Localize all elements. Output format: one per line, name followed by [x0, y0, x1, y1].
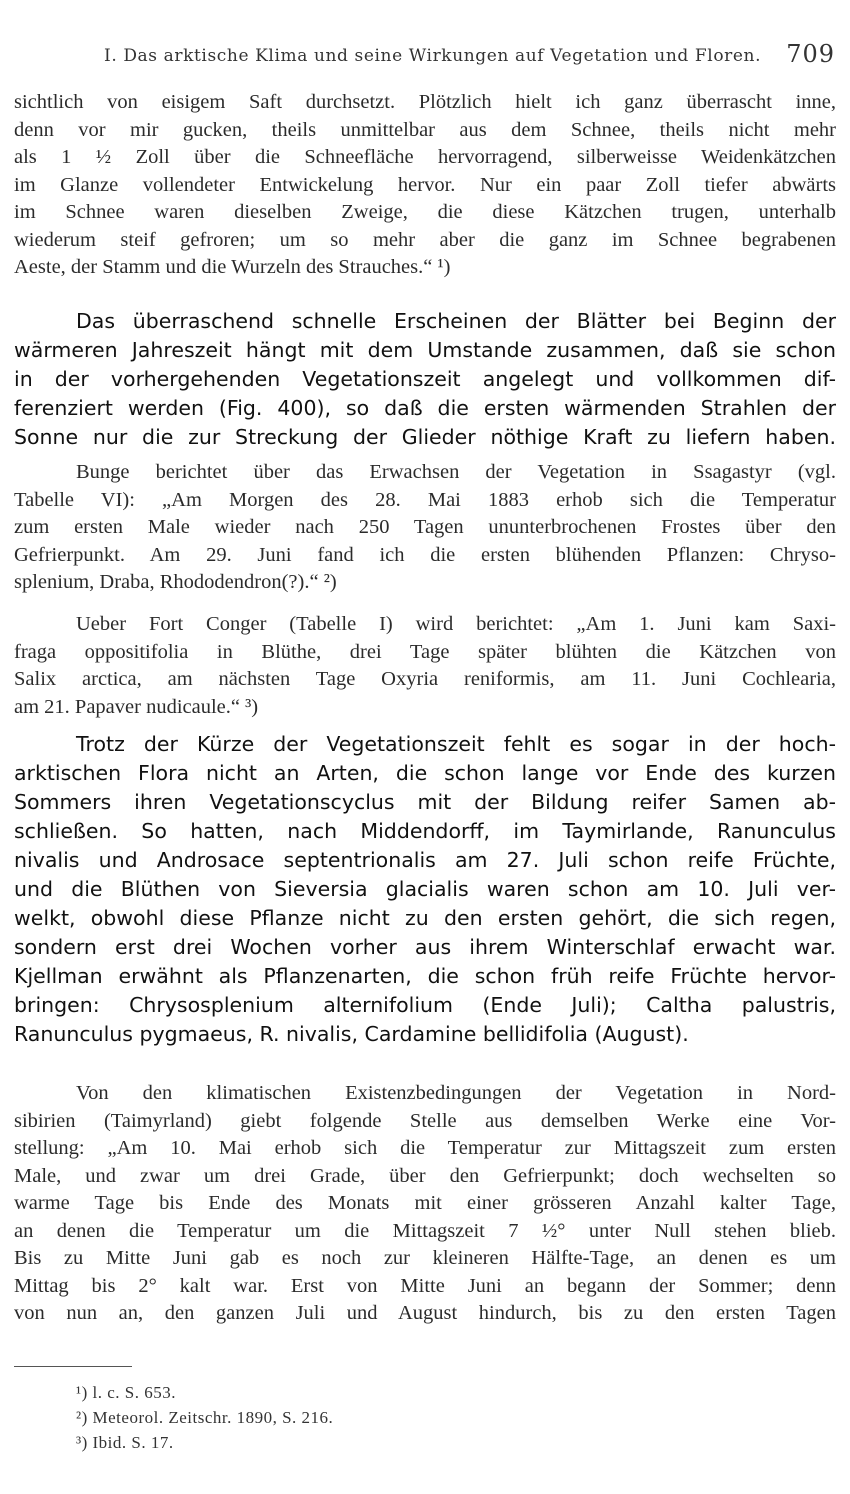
- text-line: Sonne nur die zur Streckung der Glieder nöthige Kraft zu liefern haben.: [14, 425, 836, 449]
- text-line: welkt, obwohl diese Pflanze nicht zu den ersten gehört, die sich regen,: [14, 906, 836, 930]
- text-line: sibirien (Taimyrland) giebt folgende Stelle aus demselben Werke eine Vor-: [14, 1109, 836, 1132]
- text-line: Salix arctica, am nächsten Tage Oxyria reniformis, am 11. Juni Cochlearia,: [14, 668, 836, 690]
- text-line: Bis zu Mitte Juni gab es noch zur kleineren Hälfte-Tage, an denen es um: [14, 1247, 836, 1269]
- paragraph-5: [14, 730, 836, 1049]
- paragraph-3: [14, 459, 836, 597]
- page-number: 709: [786, 40, 835, 68]
- text-line: denn vor mir gucken, theils unmittelbar aus dem Schnee, theils nicht mehr: [14, 118, 836, 141]
- running-title: I. Das arktische Klima und seine Wirkungen auf Vegetation und Floren.: [104, 46, 762, 66]
- footnote-2: ²) Meteorol. Zeitschr. 1890, S. 216.: [76, 1408, 334, 1427]
- running-header: [90, 40, 835, 74]
- text-line: Trotz der Kürze der Vegetationszeit fehlt es sogar in der hoch-: [76, 732, 836, 756]
- text-line: in der vorhergehenden Vegetationszeit angelegt und vollkommen dif-: [14, 367, 836, 391]
- text-line: Ranunculus pygmaeus, R. nivalis, Cardamine bellidifolia (August).: [14, 1022, 689, 1046]
- text-line: Von den klimatischen Existenzbedingungen der Vegetation in Nord-: [76, 1082, 836, 1104]
- text-line: als 1 ½ Zoll über die Schneefläche hervorragend, silberweisse Weidenkätzchen: [14, 146, 836, 168]
- text-line: wärmeren Jahreszeit hängt mit dem Umstande zusammen, daß sie schon: [14, 338, 836, 362]
- text-line: am 21. Papaver nudicaule.“ ³): [14, 695, 259, 718]
- text-line: fraga oppositifolia in Blüthe, drei Tage später blühten die Kätzchen von: [14, 640, 836, 663]
- text-line: im Schnee waren dieselben Zweige, die diese Kätzchen trugen, unterhalb: [14, 201, 836, 223]
- text-line: und die Blüthen von Sieversia glacialis waren schon am 10. Juli ver-: [14, 877, 836, 901]
- paragraph-6: [14, 1080, 836, 1328]
- text-line: splenium, Draba, Rhododendron(?).“ ²): [14, 571, 337, 593]
- text-line: an denen die Temperatur um die Mittagszeit 7 ½° unter Null stehen blieb.: [14, 1219, 836, 1242]
- text-line: Das überraschend schnelle Erscheinen der Blätter bei Beginn der: [76, 309, 836, 333]
- text-line: sondern erst drei Wochen vorher aus ihrem Winterschlaf erwacht war.: [14, 935, 836, 959]
- paragraph-4: [14, 611, 836, 721]
- text-line: Aeste, der Stamm und die Wurzeln des Strauches.“ ¹): [14, 256, 451, 278]
- text-line: zum ersten Male wieder nach 250 Tagen ununterbrochenen Frostes über den: [14, 516, 836, 538]
- text-line: stellung: „Am 10. Mai erhob sich die Temperatur zur Mittagszeit zum ersten: [14, 1137, 836, 1159]
- text-line: bringen: Chrysosplenium alternifolium (Ende Juli); Caltha palustris,: [14, 993, 836, 1017]
- text-line: Tabelle VI): „Am Morgen des 28. Mai 1883 erhob sich die Temperatur: [14, 488, 836, 511]
- footnote-3: ³) Ibid. S. 17.: [76, 1433, 174, 1452]
- text-line: Kjellman erwähnt als Pflanzenarten, die schon früh reife Früchte hervor-: [14, 964, 836, 988]
- text-line: von nun an, den ganzen Juli und August hindurch, bis zu den ersten Tagen: [14, 1302, 836, 1324]
- paragraph-1: [14, 89, 836, 282]
- text-line: schließen. So hatten, nach Middendorff, im Taymirlande, Ranunculus: [14, 819, 836, 843]
- text-line: sichtlich von eisigem Saft durchsetzt. Plötzlich hielt ich ganz überrascht inne,: [14, 91, 836, 113]
- text-line: Bunge berichtet über das Erwachsen der Vegetation in Ssagastyr (vgl.: [76, 461, 836, 483]
- text-line: warme Tage bis Ende des Monats mit einer grösseren Anzahl kalter Tage,: [14, 1192, 836, 1214]
- text-line: arktischen Flora nicht an Arten, die schon lange vor Ende des kurzen: [14, 761, 836, 785]
- text-line: Male, und zwar um drei Grade, über den Gefrierpunkt; doch wechselten so: [14, 1164, 836, 1187]
- text-line: wiederum steif gefroren; um so mehr aber die ganz im Schnee begrabenen: [14, 228, 836, 251]
- footnotes: [76, 1380, 333, 1455]
- paragraph-2: [14, 307, 836, 452]
- text-line: nivalis und Androsace septentrionalis am 27. Juli schon reife Früchte,: [14, 848, 836, 872]
- text-line: Sommers ihren Vegetationscyclus mit der Bildung reifer Samen ab-: [14, 790, 836, 814]
- text-line: Mittag bis 2° kalt war. Erst von Mitte Juni an begann der Sommer; denn: [14, 1274, 836, 1297]
- text-line: im Glanze vollendeter Entwickelung hervor. Nur ein paar Zoll tiefer abwärts: [14, 173, 836, 196]
- text-line: Gefrierpunkt. Am 29. Juni fand ich die ersten blühenden Pflanzen: Chryso-: [14, 543, 836, 566]
- text-line: Ueber Fort Conger (Tabelle I) wird berichtet: „Am 1. Juni kam Saxi-: [76, 613, 836, 635]
- footnote-1: ¹) l. c. S. 653.: [76, 1383, 176, 1402]
- text-line: ferenziert werden (Fig. 400), so daß die ersten wärmenden Strahlen der: [14, 396, 836, 420]
- footnote-divider: [14, 1366, 132, 1367]
